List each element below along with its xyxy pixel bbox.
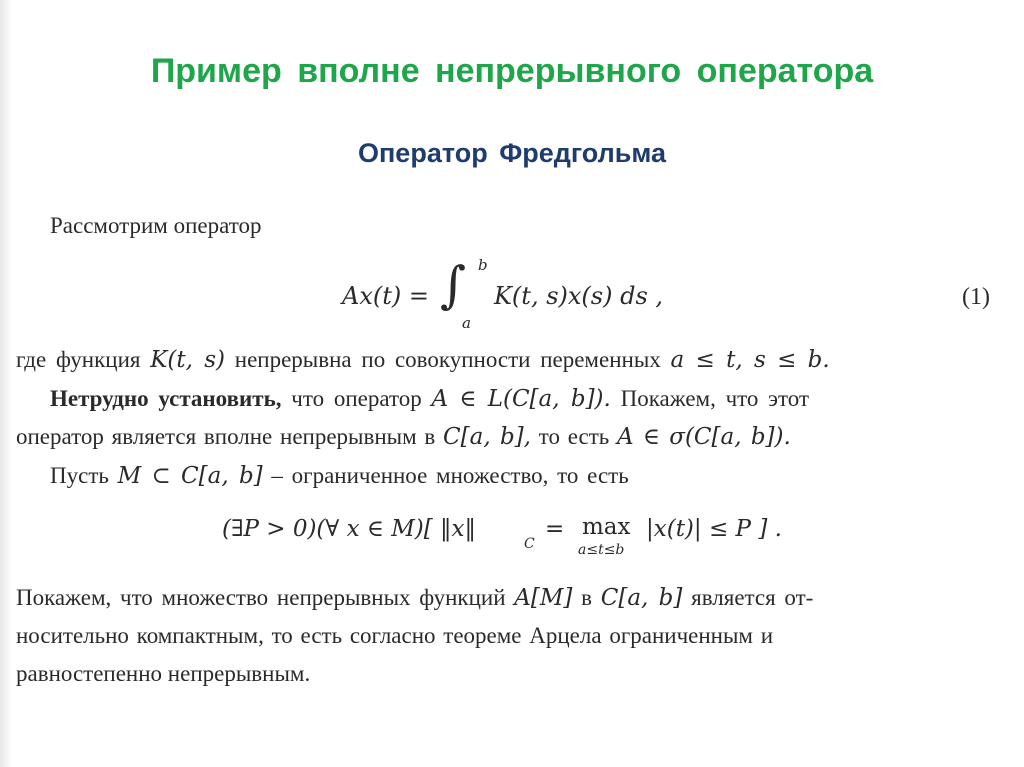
text-line-operator: оператор является вполне непрерывным в C[a, b], то есть A ∈ σ(C[a, b]). <box>16 424 791 450</box>
equation-number: (1) <box>962 284 990 310</box>
para-line-1: Покажем, что множество непрерывных функций A[M] в C[a, b] является от- <box>16 585 814 611</box>
text-line-let: Пусть M ⊂ C[a, b] – ограниченное множество, то есть <box>50 463 629 489</box>
integral-sign: ∫ <box>440 256 467 314</box>
para-line-3: равностепенно непрерывным. <box>16 661 311 686</box>
integral-lower-limit: a <box>462 314 471 332</box>
formula2-left: (∃P > 0)(∀ x ∈ M)[ ‖x‖ <box>222 516 476 542</box>
slide-title: Пример вполне непрерывного оператора <box>150 52 874 90</box>
formula2-right: |x(t)| ≤ P ] . <box>646 516 782 542</box>
text-line-where: где функция K(t, s) непрерывна по совокупности переменных a ≤ t, s ≤ b. <box>16 347 830 373</box>
integral-upper-limit: b <box>478 256 488 274</box>
slide-left-edge <box>0 0 12 767</box>
text-line-easy: Нетрудно установить, что оператор A ∈ L(C[a, b]). Покажем, что этот <box>50 386 810 412</box>
max-operator: max <box>582 514 631 540</box>
para-line-2: носительно компактным, то есть согласно теореме Арцела ограниченным и <box>16 623 774 648</box>
slide-subtitle: Оператор Фредгольма <box>358 138 666 168</box>
formula1-rhs: K(t, s)x(s) ds , <box>494 282 664 310</box>
max-subscript: a≤t≤b <box>578 542 625 558</box>
norm-subscript: C <box>524 536 535 552</box>
formula1-lhs: Ax(t) = <box>342 282 429 310</box>
formula2-eq: = <box>545 516 565 542</box>
intro-text: Рассмотрим оператор <box>50 213 262 238</box>
